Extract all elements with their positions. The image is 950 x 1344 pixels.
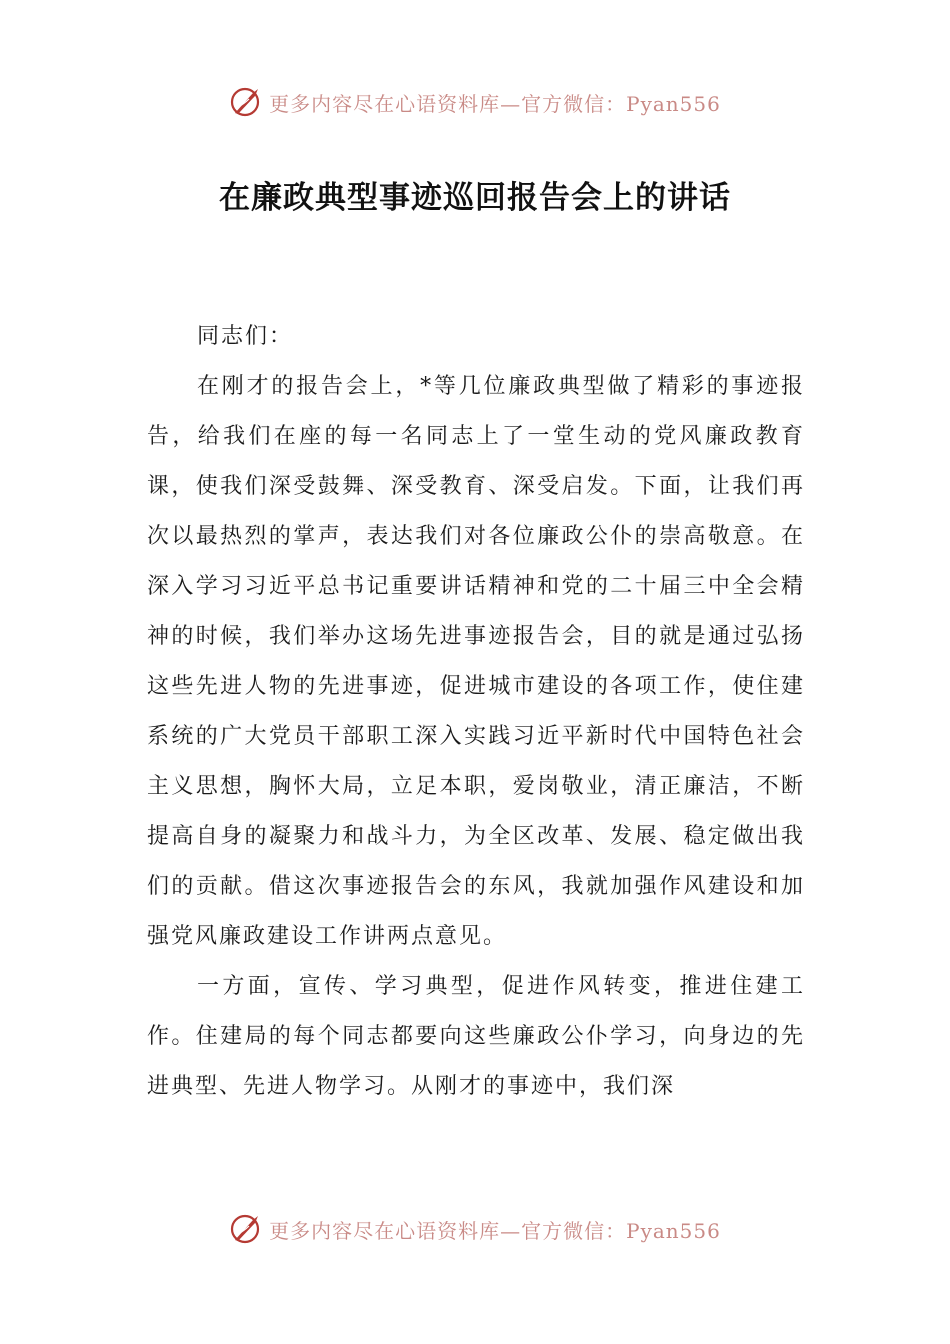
footer-watermark-banner: [0, 1209, 950, 1249]
body-paragraph: 在刚才的报告会上，*等几位廉政典型做了精彩的事迹报告，给我们在座的每一名同志上了一堂生动的党风廉政教育课，使我们深受鼓舞、深受教育、深受启发。下面，让我们再次以最热烈的掌声，表达我们对各位廉政公仆的崇高敬意。在深入学习习近平总书记重要讲话精神和党的二十届三中全会精神的时候，我们举办这场先进事迹报告会，目的就是通过弘扬这些先进人物的先进事迹，促进城市建设的各项工作，使住建系统的广大党员干部职工深入实践习近平新时代中国特色社会主义思想，胸怀大局，立足本职，爱岗敬业，清正廉洁，不断提高自身的凝聚力和战斗力，为全区改革、发展、稳定做出我们的贡献。借这次事迹报告会的东风，我就加强作风建设和加强党风廉政建设工作讲两点意见。: [147, 374, 805, 949]
header-watermark-text: 更多内容尽在心语资料库—官方微信：Pyan556: [269, 91, 721, 116]
header-watermark-banner: [0, 82, 950, 122]
footer-watermark-text: 更多内容尽在心语资料库—官方微信：Pyan556: [269, 1218, 721, 1243]
quill-pen-logo-icon: [229, 85, 263, 119]
salutation: 同志们：: [197, 324, 294, 349]
quill-pen-logo-icon: [229, 1212, 263, 1246]
page-title: 在廉政典型事迹巡回报告会上的讲话: [219, 180, 731, 216]
body-paragraph: 一方面，宣传、学习典型，促进作风转变，推进住建工作。住建局的每个同志都要向这些廉政公仆学习，向身边的先进典型、先进人物学习。从刚才的事迹中，我们深: [147, 974, 805, 1099]
document-body: [147, 312, 805, 1112]
